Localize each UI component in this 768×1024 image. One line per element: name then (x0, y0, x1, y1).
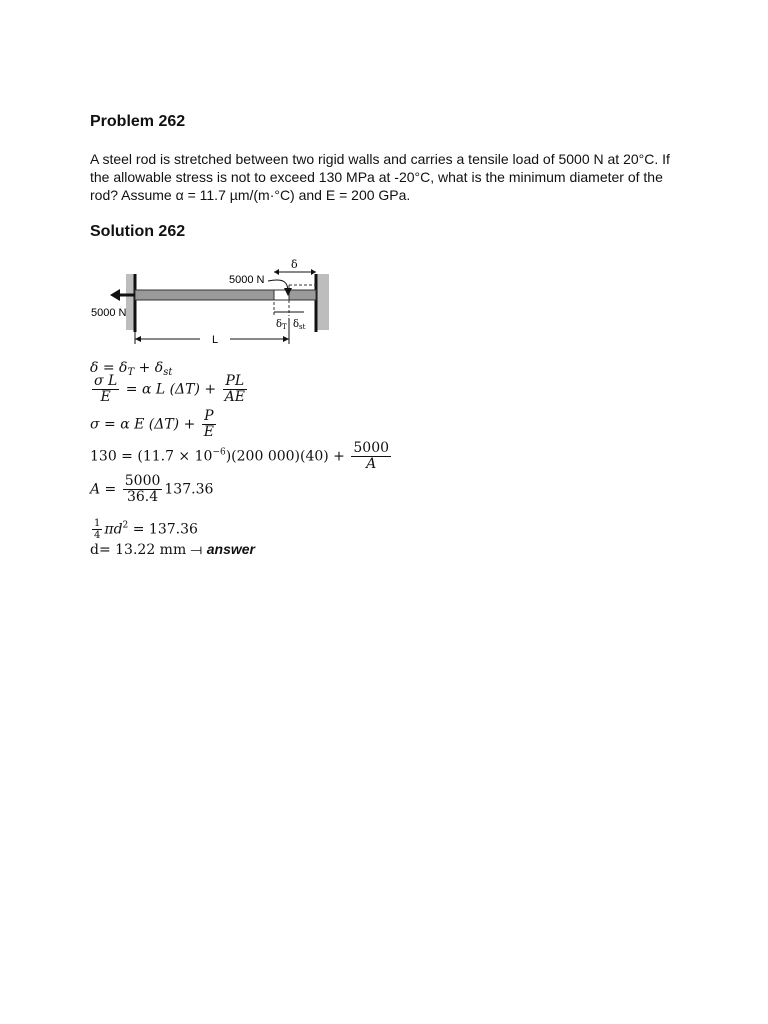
load-left-label: 5000 N (91, 307, 127, 319)
rod-diagram (88, 254, 348, 346)
problem-text: A steel rod is stretched between two rigid walls and carries a tensile load of 5000 N at 20°C. If the allowable stress is not to exceed 130 MPa at -20°C, what is the minimum diameter of the rod? Assume α = 11.7 µm/(m·°C) and E = 200 GPa. (90, 151, 670, 203)
delta-label: δ (291, 258, 298, 271)
solution-heading: Solution 262 (90, 223, 186, 240)
length-label: L (212, 334, 219, 346)
delta-st-label: $\delta_{st}$ (293, 319, 306, 331)
answer-label: answer (206, 541, 255, 557)
equation-1: $\delta = \delta_T + \delta_{st}$ (90, 360, 173, 378)
equation-2: $\frac{\text{σ L}}{E}$ = α L (ΔT) + $\frac{PL}{AE}$ (94, 373, 245, 405)
equation-4: $130 = (11.7 \times 10^{-6})(200$ 000)(40) + $\frac{5000}{A}$ (90, 440, 390, 472)
equation-6: $\frac{1}{4}$ $\pi d^2 = 137.36$ (94, 518, 198, 541)
problem-heading: Problem 262 (90, 113, 186, 130)
right-wall-hatch (317, 274, 329, 330)
equation-7: d= 13.22 mm ⟞ answer (90, 541, 255, 558)
load-right-label: 5000 N (229, 274, 265, 286)
equation-3: σ = α E (ΔT) + $\frac{P}{E}$ (90, 408, 214, 440)
delta-t-label: $\delta_T$ (276, 319, 287, 331)
equation-5: A = $\frac{5000}{36.4}$ 137.36 (90, 473, 214, 505)
